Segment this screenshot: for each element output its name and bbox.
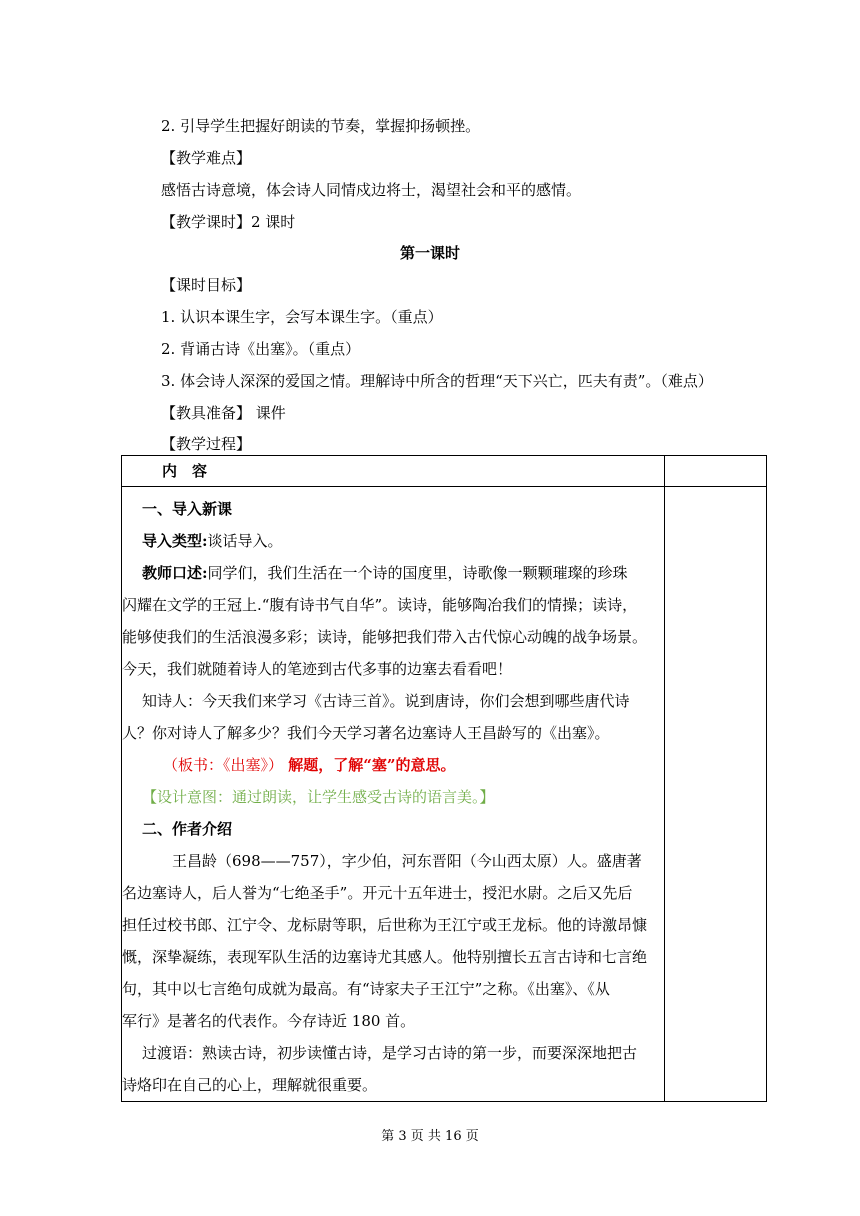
- tools-line: 【教具准备】 课件: [161, 404, 286, 422]
- objective-heading: 【课时目标】: [161, 276, 252, 294]
- author-line-3: 担任过校书郎、江宁令、龙标尉等职，后世称为王江宁或王龙标。他的诗激昂慷: [122, 916, 648, 934]
- author-line-6: 军行》是著名的代表作。今存诗近 180 首。: [122, 1012, 416, 1030]
- author-line-1: 王昌龄（698——757），字少伯，河东晋阳（今山西太原）人。盛唐著: [172, 852, 642, 870]
- content-column-header: 内 容: [122, 456, 665, 487]
- board-line: [142, 749, 654, 781]
- teacher-speech-line-2: 闪耀在文学的王冠上.“腹有诗书气自华”。读诗，能够陶冶我们的情操；读诗，: [122, 596, 638, 614]
- page-footer: 第 3 页 共 16 页: [381, 1129, 479, 1144]
- board-note: 解题，了解“塞”的意思。: [283, 756, 456, 774]
- section-2-title: 二、作者介绍: [142, 820, 233, 838]
- lesson-title: 第一课时: [399, 244, 460, 262]
- lesson-process-table: [121, 455, 767, 1102]
- difficulty-text: 感悟古诗意境，体会诗人同情戍边将士，渴望社会和平的感情。: [161, 181, 582, 199]
- design-intent: 【设计意图：通过朗读，让学生感受古诗的语言美。】: [142, 788, 495, 806]
- poet-line-2: 人？你对诗人了解多少？我们今天学习著名边塞诗人王昌龄写的《出塞》。: [122, 724, 610, 742]
- teaching-hours: 【教学课时】2 课时: [161, 213, 296, 231]
- poet-line-1: 知诗人：今天我们来学习《古诗三首》。说到唐诗，你们会想到哪些唐代诗: [142, 692, 630, 710]
- teacher-text-1: 同学们，我们生活在一个诗的国度里，诗歌像一颗颗璀璨的珍珠: [207, 564, 628, 582]
- transition-line-1: 过渡语：熟读古诗，初步读懂古诗，是学习古诗的第一步，而要深深地把古: [142, 1044, 638, 1062]
- section-1-title: 一、导入新课: [142, 500, 233, 518]
- intro-type: [142, 525, 654, 557]
- teaching-focus-item-2: 2. 引导学生把握好朗读的节奏，掌握抑扬顿挫。: [161, 117, 481, 135]
- notes-cell: [665, 487, 767, 1102]
- intro-type-label: 导入类型:: [142, 532, 208, 550]
- intro-type-value: 谈话导入。: [207, 532, 283, 550]
- process-heading: 【教学过程】: [161, 435, 252, 453]
- teacher-speech-line-1: [142, 557, 654, 589]
- notes-column-header: [665, 456, 767, 487]
- objective-item-1: 1. 认识本课生字，会写本课生字。（重点）: [161, 308, 443, 326]
- board-writing: （板书：《出塞》）: [163, 756, 284, 774]
- teacher-speech-line-4: 今天，我们就随着诗人的笔迹到古代多事的边塞去看看吧！: [122, 660, 513, 678]
- content-cell: [122, 487, 665, 1102]
- author-line-2: 名边塞诗人，后人誉为“七绝圣手”。开元十五年进士，授汜水尉。之后又先后: [122, 884, 633, 902]
- author-line-5: 句，其中以七言绝句成就为最高。有“诗家夫子王江宁”之称。《出塞》、《从: [122, 980, 610, 998]
- author-line-4: 慨，深挚凝练，表现军队生活的边塞诗尤其感人。他特别擅长五言古诗和七言绝: [122, 948, 648, 966]
- teacher-label: 教师口述:: [142, 564, 208, 582]
- objective-item-3: 3. 体会诗人深深的爱国之情。理解诗中所含的哲理“天下兴亡，匹夫有责”。（难点）: [161, 372, 713, 390]
- teacher-speech-line-3: 能够使我们的生活浪漫多彩；读诗，能够把我们带入古代惊心动魄的战争场景。: [122, 628, 648, 646]
- objective-item-2: 2. 背诵古诗《出塞》。（重点）: [161, 340, 361, 358]
- difficulty-heading: 【教学难点】: [161, 149, 252, 167]
- transition-line-2: 诗烙印在自己的心上，理解就很重要。: [122, 1076, 378, 1094]
